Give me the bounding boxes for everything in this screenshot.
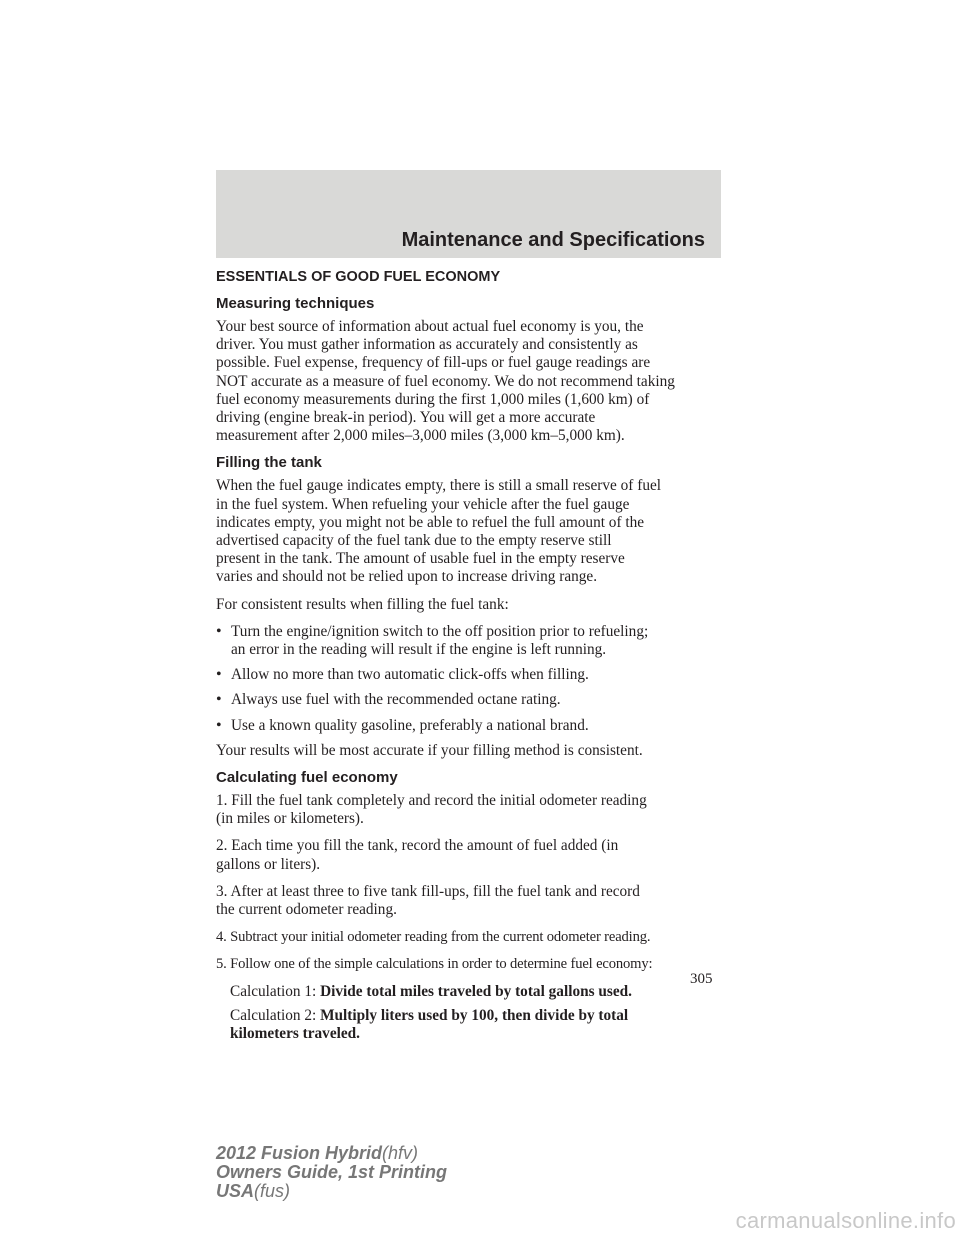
filling-intro (216, 596, 726, 614)
footer-model: 2012 Fusion Hybrid (216, 1143, 383, 1163)
step-item (216, 837, 726, 873)
text-line: 5. Follow one of the simple calculations in order to determine fuel economy: (216, 956, 653, 973)
text-line: advertised capacity of the fuel tank due to the empty reserve still (216, 532, 612, 550)
text-line: gallons or liters). (216, 855, 321, 873)
text-line: measurement after 2,000 miles–3,000 miles (3,000 km–5,000 km). (216, 427, 625, 445)
text-line: Use a known quality gasoline, preferably a national brand. (231, 716, 589, 734)
text-line: When the fuel gauge indicates empty, there is still a small reserve of fuel (216, 477, 662, 495)
calc2-label: Calculation 2: (230, 1006, 321, 1024)
filling-paragraph (216, 477, 726, 586)
section-title: ESSENTIALS OF GOOD FUEL ECONOMY (216, 269, 501, 285)
text-line: varies and should not be relied upon to increase driving range. (216, 568, 598, 586)
bullet-item (216, 691, 726, 709)
section-header-title: Maintenance and Specifications (401, 229, 705, 251)
measuring-paragraph (216, 318, 726, 445)
text-line: For consistent results when filling the fuel tank: (216, 595, 509, 613)
text-line: 2. Each time you fill the tank, record the amount of fuel added (in (216, 837, 619, 855)
step-item (216, 883, 726, 919)
site-watermark: carmanualsonline.info (735, 1208, 956, 1233)
section-header-band (216, 170, 721, 258)
step-item (216, 792, 726, 828)
bullet-item (216, 666, 726, 684)
calc1-label: Calculation 1: (230, 982, 321, 1000)
text-line: indicates empty, you might not be able to refuel the full amount of the (216, 513, 645, 531)
bullet-glyph: • (216, 716, 222, 734)
footer-market: USA (216, 1181, 255, 1201)
text-line: present in the tank. The amount of usable fuel in the empty reserve (216, 550, 625, 568)
footer-market-code: (fus) (254, 1181, 291, 1201)
calculating-heading: Calculating fuel economy (216, 769, 398, 787)
footer-model-code: (hfv) (382, 1143, 419, 1163)
step-item (216, 955, 726, 973)
text-line: fuel economy measurements during the first 1,000 miles (1,600 km) of (216, 390, 650, 408)
page-number: 305 (690, 971, 713, 987)
text-line: Allow no more than two automatic click-offs when filling. (231, 666, 589, 684)
calc1-text: Divide total miles traveled by total gallons used. (320, 982, 632, 1000)
bullet-glyph: • (216, 666, 222, 684)
text-line: Turn the engine/ignition switch to the off position prior to refueling; (231, 622, 649, 640)
page-content (216, 269, 726, 1049)
text-line: the current odometer reading. (216, 901, 397, 919)
footer-edition: Owners Guide, 1st Printing (216, 1162, 448, 1182)
text-line: possible. Fuel expense, frequency of fill-ups or fuel gauge readings are (216, 354, 651, 372)
filling-heading: Filling the tank (216, 454, 322, 472)
calculation-1 (216, 983, 726, 1001)
measuring-heading: Measuring techniques (216, 295, 375, 312)
text-line: driver. You must gather information as accurately and consistently as (216, 336, 638, 354)
text-line: (in miles or kilometers). (216, 810, 364, 828)
bullet-item (216, 717, 726, 735)
text-line: Your best source of information about actual fuel economy is you, the (216, 318, 644, 335)
print-footer (216, 1144, 447, 1201)
text-line: 1. Fill the fuel tank completely and record the initial odometer reading (216, 792, 647, 810)
bullet-glyph: • (216, 622, 222, 640)
text-line: driving (engine break-in period). You will get a more accurate (216, 409, 596, 427)
bullet-item (216, 623, 726, 659)
text-line: Your results will be most accurate if your filling method is consistent. (216, 741, 643, 759)
text-line: NOT accurate as a measure of fuel economy. We do not recommend taking (216, 372, 675, 390)
step-item (216, 928, 726, 946)
filling-closing (216, 742, 726, 760)
calculation-2 (216, 1007, 726, 1043)
text-line: an error in the reading will result if the engine is left running. (231, 641, 607, 659)
calc2-text-line1: Multiply liters used by 100, then divide by total (320, 1006, 629, 1024)
text-line: in the fuel system. When refueling your vehicle after the fuel gauge (216, 495, 630, 513)
text-line: 4. Subtract your initial odometer reading from the current odometer reading. (216, 929, 651, 946)
calc2-text-line2: kilometers traveled. (230, 1025, 360, 1043)
text-line: 3. After at least three to five tank fill-ups, fill the fuel tank and record (216, 882, 640, 900)
text-line: Always use fuel with the recommended octane rating. (231, 691, 561, 709)
bullet-glyph: • (216, 691, 222, 709)
